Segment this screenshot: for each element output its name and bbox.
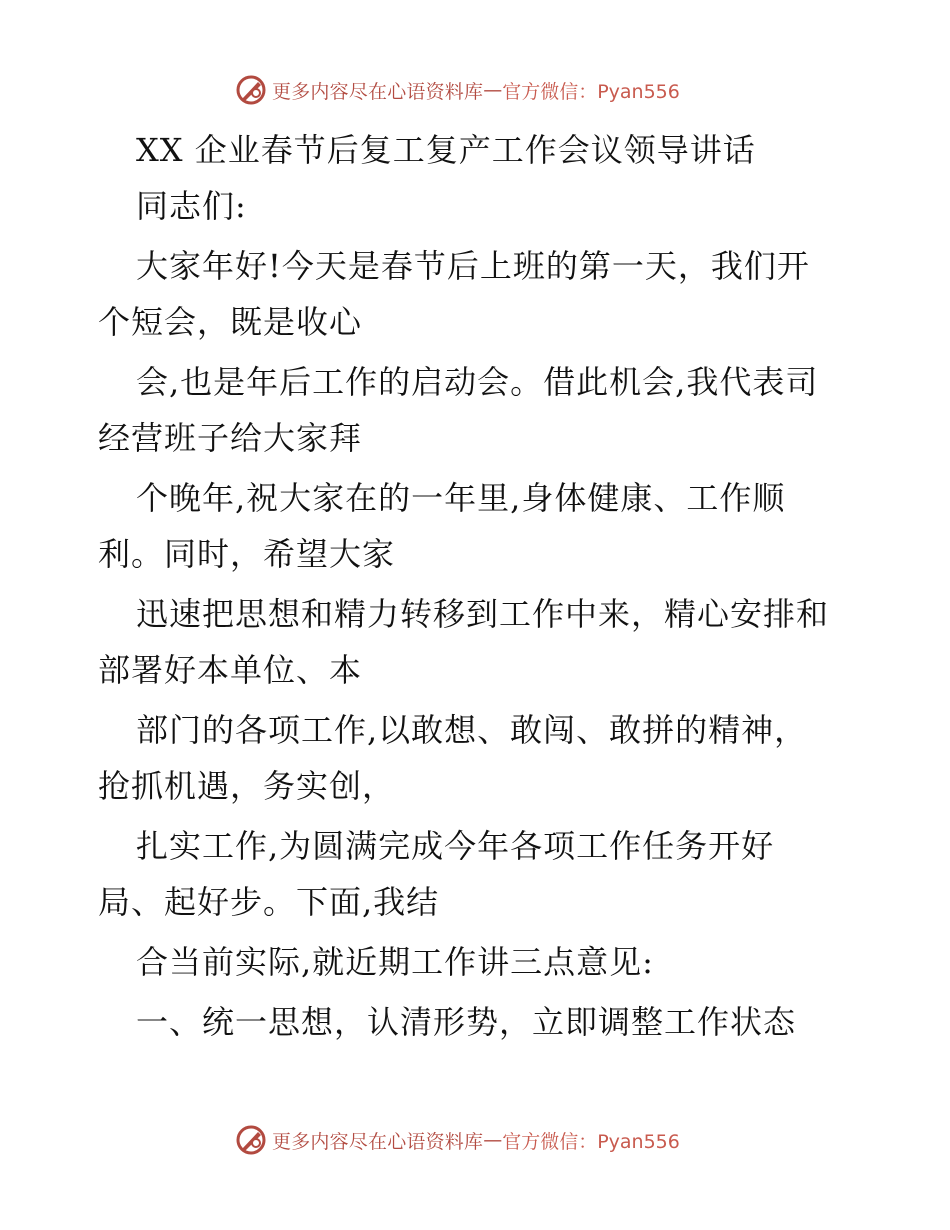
paragraph-line: 大家年好!今天是春节后上班的第一天，我们开: [136, 247, 810, 285]
paragraph-line: 合当前实际,就近期工作讲三点意见:: [136, 943, 654, 981]
paragraph-line: 利。同时，希望大家: [98, 535, 396, 573]
paragraph-line: 个短会，既是收心: [98, 303, 363, 341]
paragraph-line: 部门的各项工作,以敢想、敢闯、敢拼的精神，: [136, 711, 808, 749]
paragraph-line: 同志们:: [136, 187, 247, 225]
footer-banner-wechat: 官方微信：Pyan556: [502, 1130, 680, 1153]
paragraph-line: 迅速把思想和精力转移到工作中来，精心安排和: [136, 595, 830, 633]
header-banner: [234, 70, 680, 110]
footer-banner-separator: —: [483, 1129, 503, 1151]
paragraph-line: 抢抓机遇，务实创，: [98, 767, 396, 805]
document-title: XX 企业春节后复工复产工作会议领导讲话: [136, 131, 756, 169]
paragraph-line: 部署好本单位、本: [98, 651, 363, 689]
footer-banner: [234, 1120, 680, 1160]
footer-banner-text: 更多内容尽在心语资料库: [272, 1130, 484, 1153]
paragraph-line: 会,也是年后工作的启动会。借此机会,我代表司: [136, 363, 819, 401]
paragraph-line: 经营班子给大家拜: [98, 419, 363, 457]
pen-logo-icon: [234, 73, 268, 107]
pen-logo-icon: [234, 1123, 268, 1157]
header-banner-separator: —: [483, 79, 503, 101]
paragraph-line: 局、起好步。下面,我结: [98, 883, 440, 921]
header-banner-text: 更多内容尽在心语资料库: [272, 80, 484, 103]
header-banner-wechat: 官方微信：Pyan556: [502, 80, 680, 103]
paragraph-line: 个晚年,祝大家在的一年里,身体健康、工作顺: [136, 479, 786, 517]
section-heading: 一、统一思想，认清形势，立即调整工作状态: [136, 1003, 797, 1041]
paragraph-line: 扎实工作,为圆满完成今年各项工作任务开好: [136, 827, 775, 865]
